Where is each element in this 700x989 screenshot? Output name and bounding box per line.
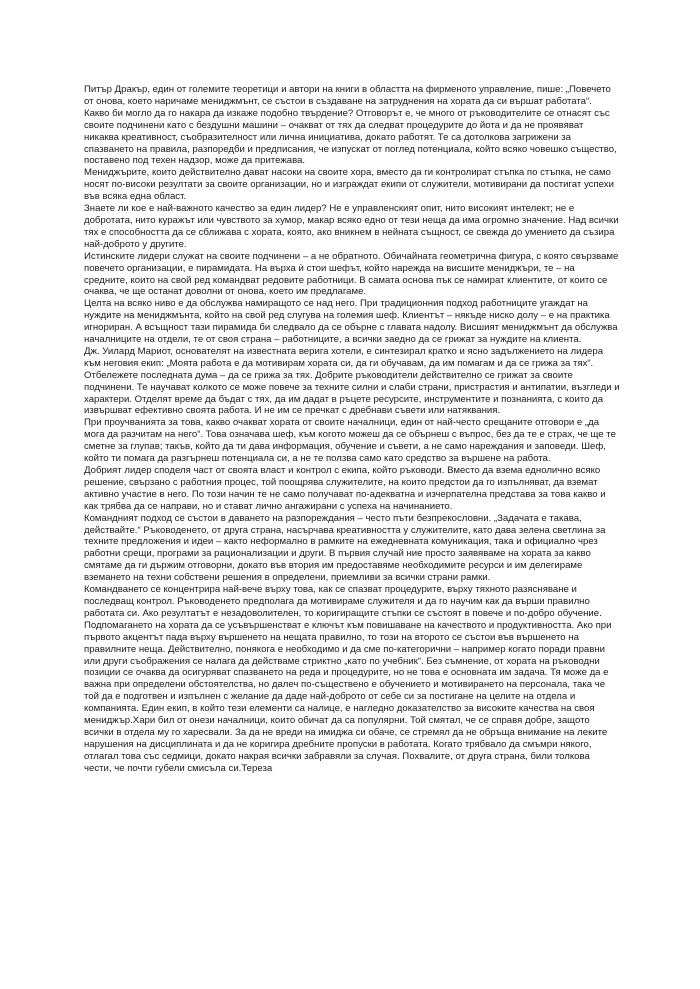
paragraph: Добрият лидер споделя част от своята власт и контрол с екипа, който ръководи. Вместо да взема еднолично всяко решение, свързано с работния процес, той поощрява служителите, на които предстои да го изпълняват, да вземат активно участие в него. По този начин те не само получават по-адекватна и изчерпателна представа за това какво и как трябва да се направи, но и стават лично ангажирани с успеха на начинанието. bbox=[84, 465, 606, 512]
paragraph: При проучванията за това, какво очакват хората от своите началници, един от най-често срещаните отговори е „да мога да разчитам на него“. Това означава шеф, към когото можеш да се обърнеш с въпрос, без да те е страх, че ще те сметне за глупав; такъв, който да ти дава информация, обучение и съвети, а не само нареждания и заповеди. Шеф, който ти помага да разгърнеш потенциала си, а не те ползва само като средство за вършене на работа. bbox=[84, 417, 616, 465]
document-page bbox=[84, 84, 620, 775]
paragraph: Питър Дракър, един от големите теоретици и автори на книги в областта на фирменото управление, пише: „Повечето от онова, което наричаме мениджмънт, се състои в създаване на затруднения на хората да си вършат работата“. bbox=[84, 84, 611, 107]
paragraph: Дж. Уилард Мариот, основателят на известната верига хотели, е синтезирал кратко и ясно задължението на лидера към неговия екип: „Моята работа е да мотивирам хората си, да ги обучавам, да им помагам и да се грижа за тях“. Отбележете последната дума – да се грижа за тях. Добрите ръководители действително се грижат за своите подчинени. Те научават колкото се може повече за техните силни и слаби страни, пристрастия и антипатии, възгледи и характери. Отделят време да бъдат с тях, да им дадат в ръцете ресурсите, инструментите и познанията, с които да извършват ефективно своята работа. И не им се пречкат с дребнави съвети или натяквания. bbox=[84, 345, 620, 417]
paragraph: Командването се концентрира най-вече върху това, как се спазват процедурите, върху тяхното разясняване и последващ контрол. Ръководенето предполага да мотивираме служителя и да го научим как да върши правилно работата си. Ако резултатът е незадоволителен, то коригиращите стъпки се състоят в повече и по-добро обучение. Подпомагането на хората да се усъвършенстват е ключът към повишаване на качеството и продуктивността. Ако при първото акцентът пада върху вършенето на нещата правилно, то този на второто се състои във вършенето на правилните неща. Действително, понякога е необходимо и да сме по-категорични – например когато поради правни или други съображения се налага да действаме стриктно „като по учебник“. Без съмнение, от хората на ръководни позиции се очаква да осигуряват спазването на реда и процедурите, но не това е основната им задача. Тя може да е важна при определени обстоятелства, но далеч по-съществено е обучението и мотивирането на персонала, така че той да е подготвен и изпълнен с желание да даде най-доброто от себе си за постигане на целите на отдела и компанията. Един екип, в който тези елементи са налице, е нагледно доказателство за високите качества на своя мениджър.Хари бил от онези началници, които обичат да са популярни. Той смятал, че се справя добре, защото всички в отдела му го харесвали. За да не вреди на имиджа си обаче, се стремял да не обръща внимание на леките нарушения на дисциплината и да не коригира дребните пропуски в работата. Когато трябвало да смъмри някого, отлагал това със седмици, докато накрая всички забравяли за случая. Похвалите, от друга страна, били толкова чести, че почти губели смисъла си.Тереза bbox=[84, 584, 612, 774]
paragraph: Целта на всяко ниво е да обслужва намиращото се над него. При традиционния подход работниците угаждат на нуждите на мениджмънта, който на свой ред слугува на големия шеф. Клиентът – някъде ниско долу – е на практика игнориран. А всъщност тази пирамида би следвало да се обърне с главата надолу. Висшият мениджмънт да обслужва началниците на отдели, те от своя страна – работниците, а всички заедно да се грижат за нуждите на клиента. bbox=[84, 298, 618, 346]
paragraph: Знаете ли кое е най-важното качество за един лидер? Не е управленският опит, нито високият интелект; не е добротата, нито куражът или чувството за хумор, макар всяко едно от тези неща да има огромно значение. Над всички тях е способността да се сближава с хората, която, ако вникнем в нейната същност, се свежда до умението да съзира най-доброто у другите. bbox=[84, 203, 619, 250]
paragraph: Мениджърите, които действително дават насоки на своите хора, вместо да ги контролират стъпка по стъпка, не само носят по-високи резултати за своите организации, но и изграждат екипи от служители, мотивирани да постигат успехи във всяка една област. bbox=[84, 167, 614, 203]
paragraph: Какво би могло да го накара да изкаже подобно твърдение? Отговорът е, че много от ръководителите се отнасят със своите подчинени като с бездушни машини – очакват от тях да следват процедурите до йота и да не проявяват никаква креативност, съобразителност или лична инициатива, докато работят. Те са дотолкова загрижени за спазването на правила, разпоредби и предписания, че изпускат от поглед потенциала, който всяко човешко същество, поставено под техен надзор, може да притежава. bbox=[84, 107, 617, 167]
paragraph: Командният подход се състои в даването на разпореждания – често пъти безпрекословни. „Задачата е такава, действайте.“ Ръководенето, от друга страна, насърчава креативността у служителите, като дава зелена светлина за техните предложения и идеи – както неформално в рамките на ежедневната комуникация, така и официално чрез работни срещи, програми за рационализации и други. В първия случай ние просто заявяваме на хората за какво смятаме да ги държим отговорни, докато във втория им предоставяме необходимите ресурси и им делегираме вземането на техни собствени решения в определени, приемливи за всички страни рамки. bbox=[84, 512, 606, 584]
paragraph: Истинските лидери служат на своите подчинени – а не обратното. Обичайната геометрична фигура, с която свързваме повечето организации, е пирамидата. На върха ѝ стои шефът, който нарежда на висшите мениджъри, те – на средните, които на свой ред командват редовите работници. В самата основа пък се намират клиентите, от които се очаква, че ще останат доволни от онова, което им предлагаме. bbox=[84, 250, 619, 298]
